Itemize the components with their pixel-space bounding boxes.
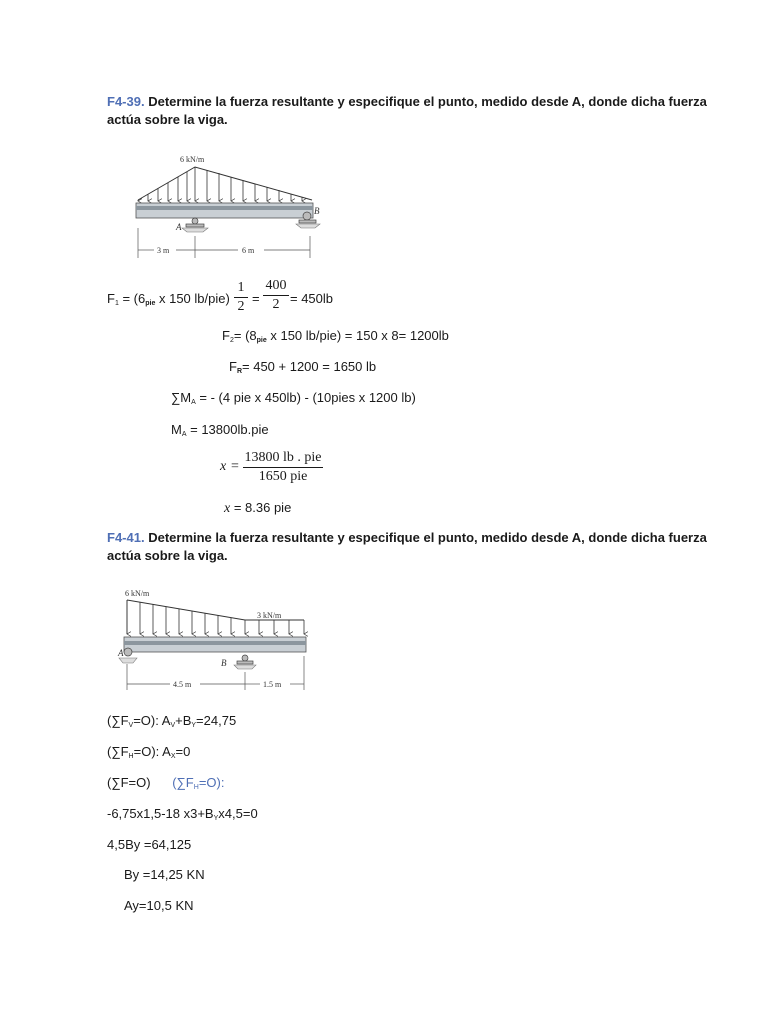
eq-f1-text: $F_1 = (6_{pie}$ x 150 lb/pie) <box>107 291 230 307</box>
support-b-label-2: B <box>221 658 227 668</box>
load-label-3: 3 kN/m <box>257 611 282 620</box>
beam-1 <box>136 203 313 218</box>
roller-support-b <box>303 212 311 220</box>
eq-fr: $F_R= 450 + 1200 = 1650$ lb <box>229 359 377 375</box>
eq-f1-equals: = <box>252 291 260 306</box>
load-label-1: 6 kN/m <box>180 155 205 164</box>
fraction-one-half: 1 2 <box>234 280 248 315</box>
load-arrows-1 <box>138 167 302 201</box>
dim-label-4-5m: 4.5 m <box>173 680 192 689</box>
dim-label-3m: 3 m <box>157 246 170 255</box>
problem-1-code: F4-39. <box>107 94 145 109</box>
eq-x-equals: = <box>231 459 239 474</box>
eq-f1-result: = 450lb <box>290 291 334 306</box>
eq-sum-fh: $(\sum F_H=O)$: $A_X=0$ <box>107 744 191 760</box>
support-a-label-1: A <box>176 222 182 232</box>
fraction-x: 13800 lb . pie 1650 pie <box>244 450 322 484</box>
eq-sum-moments: $\sum M_A$ = - (4 pie x 450lb) - (10pies x 1200 lb) <box>171 390 416 406</box>
eq-sum-f: (∑F=O) $(\sum F_H=O)$: <box>107 775 225 791</box>
pin-support-a-2 <box>124 648 132 656</box>
fraction-400-2: 400 2 <box>263 278 289 313</box>
beam-figure-2 <box>114 586 324 696</box>
support-a-label-2: A <box>118 648 124 658</box>
problem-2-statement-line2: actúa sobre la viga. <box>107 548 228 563</box>
problem-1-statement-line2: actúa sobre la viga. <box>107 112 228 127</box>
eq-4-5by: 4,5By =64,125 <box>107 837 192 852</box>
beam-figure-1 <box>130 148 330 268</box>
roller-support-b-2 <box>242 655 248 661</box>
support-b-label-1: B <box>314 206 320 216</box>
eq-by-result: By =14,25 KN <box>124 867 205 882</box>
eq-sum-fv: $(\sum F_V=O)$: $A_V+B_Y=24,75$ <box>107 713 237 729</box>
problem-1-statement: F4-39. Determine la fuerza resultante y especifique el punto, medido desde A, donde dicha fuerza <box>107 94 707 109</box>
eq-ay-result: Ay=10,5 KN <box>124 898 194 913</box>
problem-2-code: F4-41. <box>107 530 145 545</box>
eq-ma: $M_A = 13800lb.pie$ <box>171 422 269 438</box>
eq-f2: $F_2= (8_{pie}$ x 150 lb/pie) = 150 x 8= 1200lb <box>222 328 449 344</box>
pin-support-a <box>192 218 198 224</box>
eq-x-result: x = 8.36 pie <box>224 500 292 516</box>
problem-2-statement: F4-41. Determine la fuerza resultante y especifique el punto, medido desde A, donde dicha fuerza <box>107 530 707 545</box>
dim-label-1-5m: 1.5 m <box>263 680 282 689</box>
eq-x-lhs: x <box>220 459 227 474</box>
load-label-6: 6 kN/m <box>125 589 150 598</box>
dim-label-6m: 6 m <box>242 246 255 255</box>
eq-moment: -6,75x1,5-18 $x3+B_Yx4,5=0$ <box>107 806 258 822</box>
